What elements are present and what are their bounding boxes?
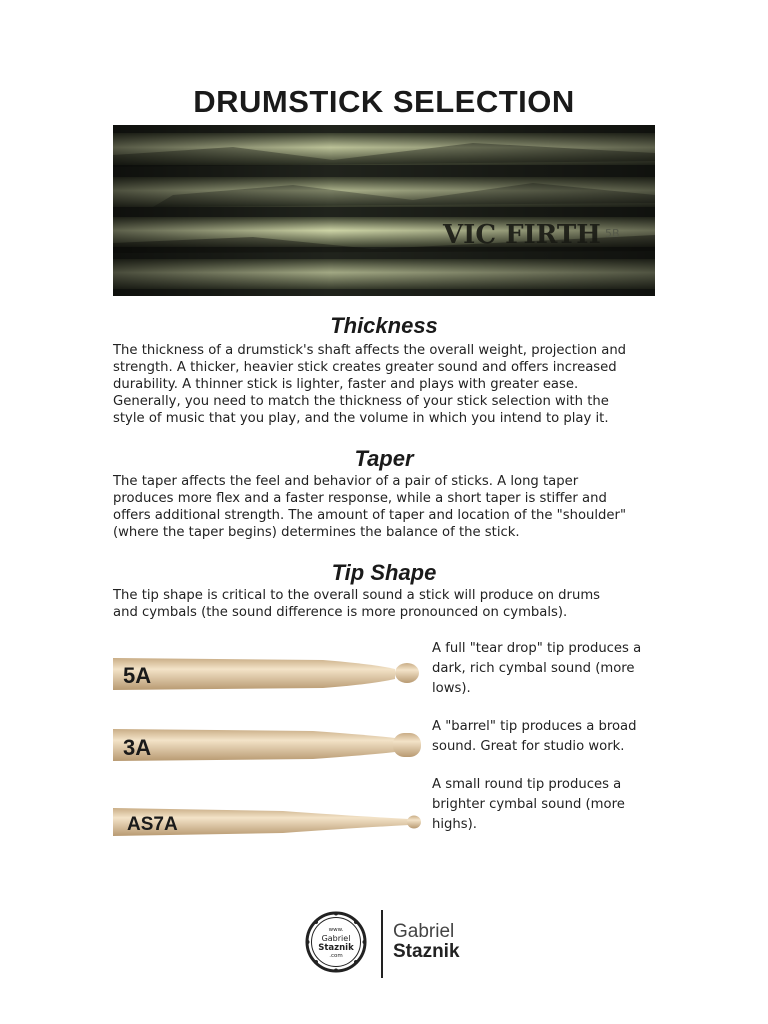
section-text-tip-shape: The tip shape is critical to the overall sound a stick will produce on drums and cymbals (the sound difference is more pronounced on cymbals). — [113, 588, 601, 620]
banner-brand-text: VIC FIRTH — [443, 220, 601, 250]
stick-5a-description: A full "tear drop" tip produces a dark, rich cymbal sound (more lows). — [432, 641, 642, 696]
stick-5a-label: 5A — [123, 663, 152, 688]
logo-circle-line1: Gabriel — [321, 934, 351, 943]
logo-last-name: Staznik — [393, 941, 460, 962]
section-text-thickness: The thickness of a drumstick's shaft affects the overall weight, projection and strength. A thicker, heavier stick creates greater sound and offers increased durability. A thinner stick is lighter, faster and plays with greater ease. Generally, you need to match the thickness of your stick selection with the style of music that you play, and the volume in which you intend to play it. — [113, 343, 627, 426]
logo-circle-top: www. — [328, 927, 344, 933]
logo-first-name: Gabriel — [393, 921, 455, 942]
banner-badge-text: 5B — [605, 227, 620, 240]
stick-as7a-label: AS7A — [127, 814, 178, 835]
section-heading-thickness: Thickness — [330, 313, 438, 338]
gabriel-staznik-logo[interactable] — [303, 908, 473, 980]
section-heading-taper: Taper — [354, 446, 414, 471]
stick-as7a-description: A small round tip produces a brighter cymbal sound (more highs). — [432, 777, 625, 832]
section-text-taper: The taper affects the feel and behavior of a pair of sticks. A long taper produces more flex and a faster response, while a short taper is stiffer and offers additional strength. The amount of taper and location of the "shoulder" (where the taper begins) determines the balance of the stick. — [113, 474, 627, 540]
stick-5a-image — [113, 652, 423, 692]
drumsticks-banner-image — [113, 125, 655, 296]
drum-logo-icon — [305, 911, 367, 973]
stick-3a-label: 3A — [123, 735, 152, 760]
logo-circle-bottom: .com — [329, 953, 343, 959]
logo-circle-line2: Staznik — [318, 943, 354, 953]
logo-divider — [381, 910, 383, 978]
page-title: DRUMSTICK SELECTION — [193, 84, 575, 119]
logo-wordmark — [393, 922, 460, 962]
section-heading-tip-shape: Tip Shape — [331, 560, 437, 585]
stick-as7a-image — [113, 802, 423, 842]
stick-3a-image — [113, 724, 423, 764]
stick-3a-description: A "barrel" tip produces a broad sound. Great for studio work. — [432, 719, 637, 754]
